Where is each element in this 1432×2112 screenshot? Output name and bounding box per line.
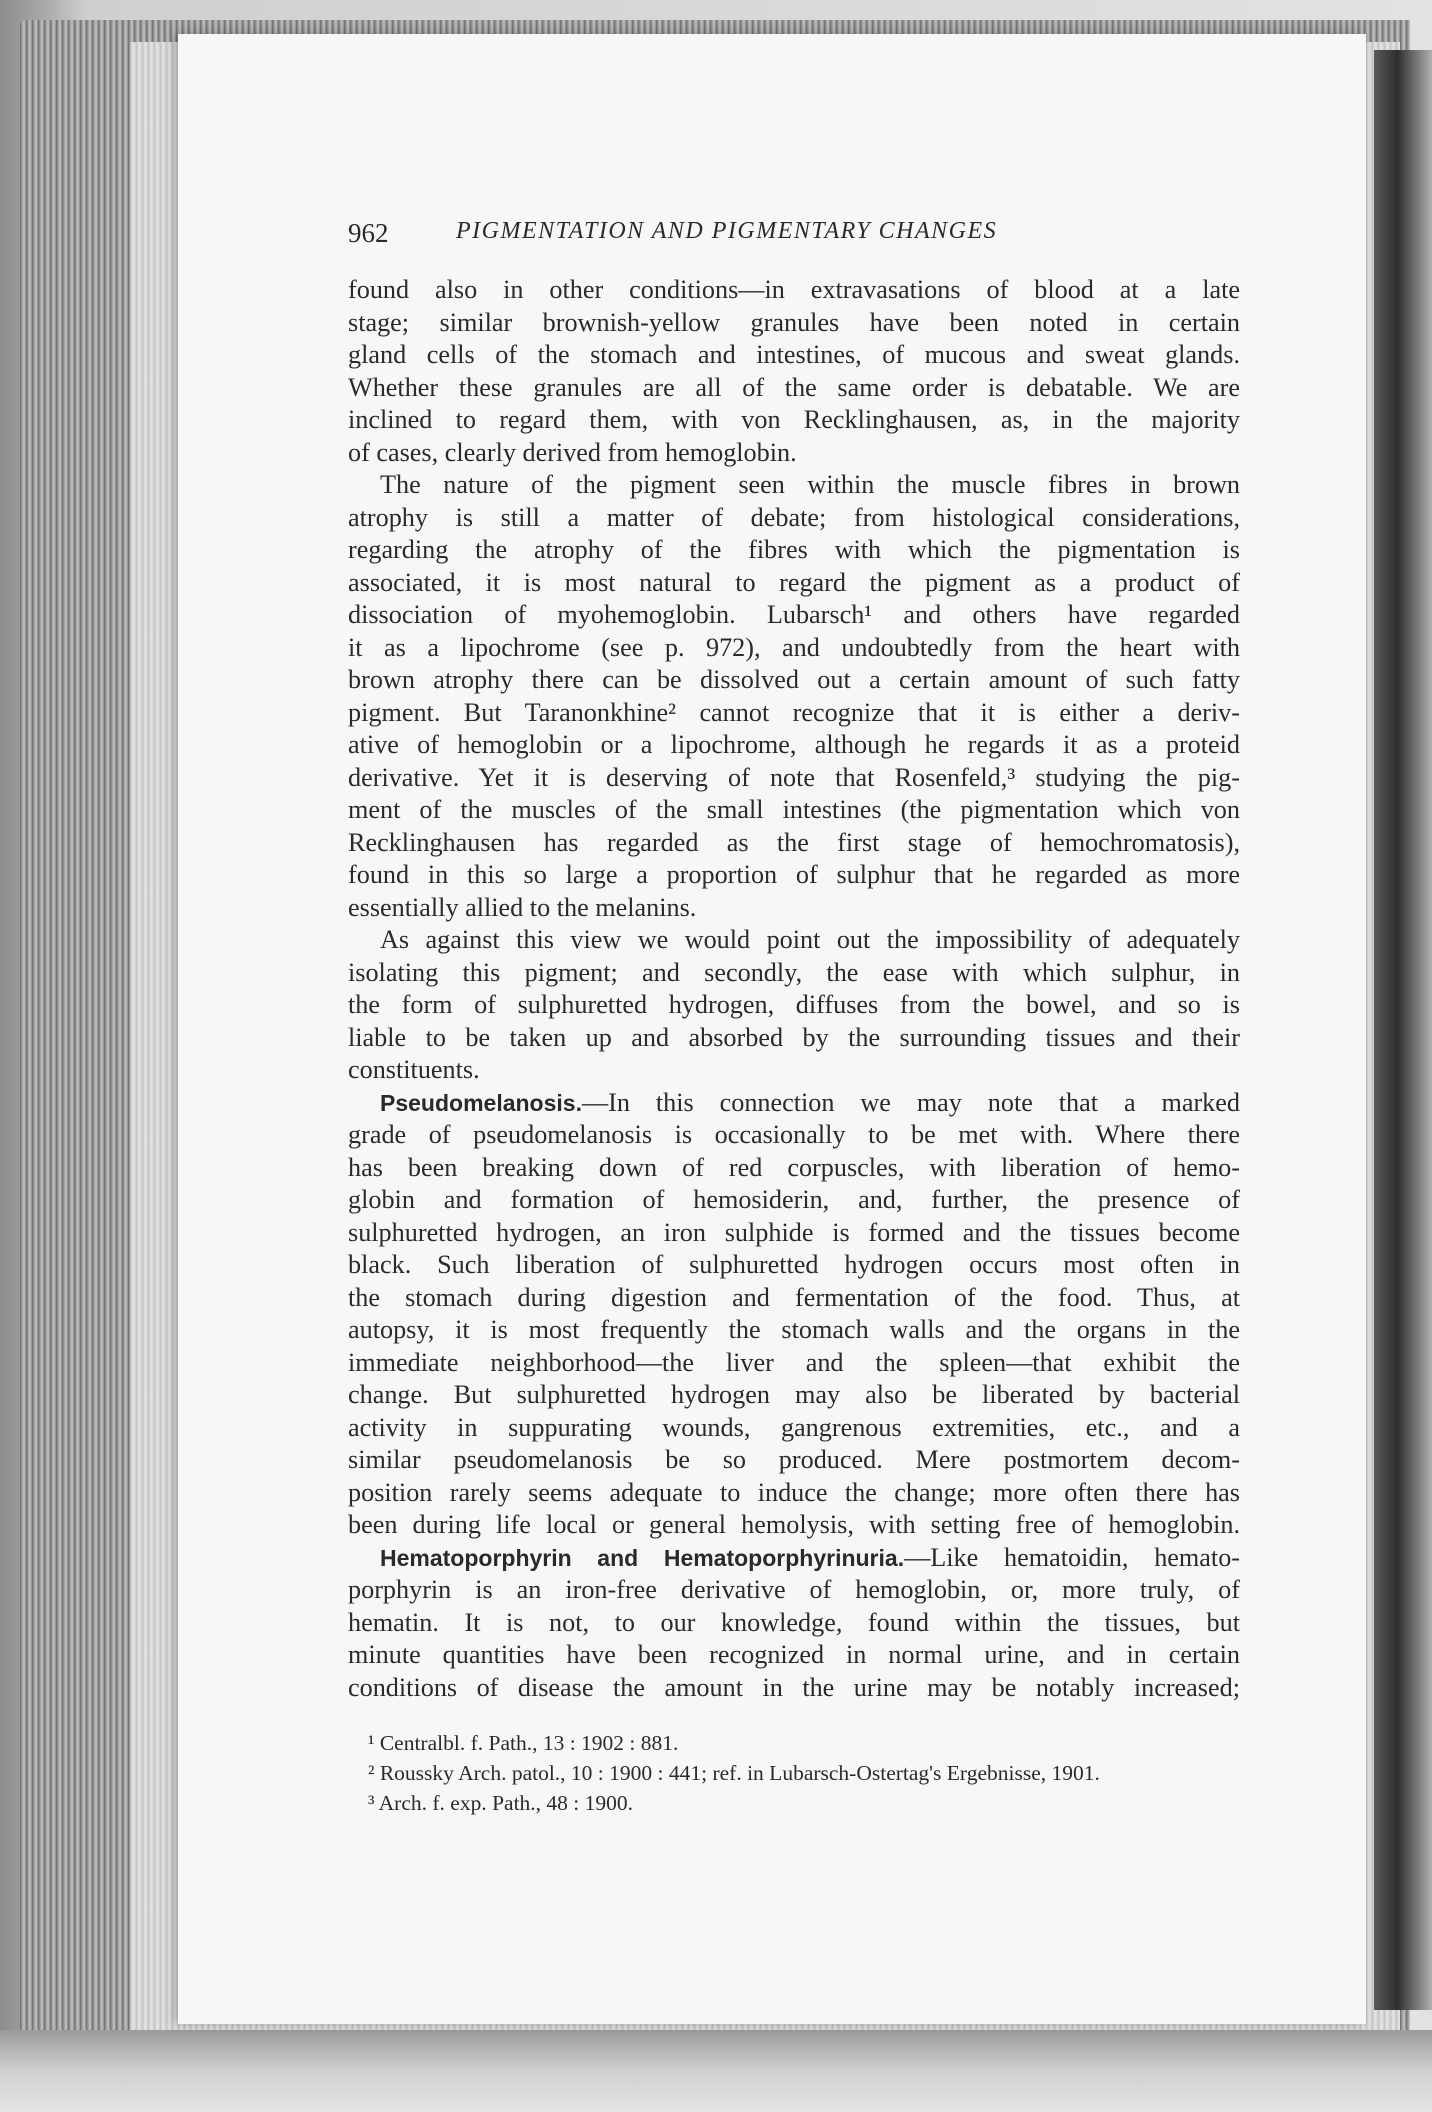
text-line: isolating this pigment; and secondly, the ease with which sulphur, in bbox=[348, 957, 1240, 987]
text-line: autopsy, it is most frequently the stomach walls and the organs in the bbox=[348, 1315, 1240, 1344]
text-line: globin and formation of hemosiderin, and, further, the presence of bbox=[348, 1185, 1240, 1214]
text-line-rest: —Like hematoidin, hemato- bbox=[904, 1542, 1241, 1572]
text-line: immediate neighborhood—the liver and the spleen—that exhibit the bbox=[348, 1347, 1240, 1377]
running-title: PIGMENTATION AND PIGMENTARY CHANGES bbox=[456, 218, 998, 244]
book-bottom-edge bbox=[0, 2030, 1432, 2112]
text-line: of cases, clearly derived from hemoglobin. bbox=[348, 437, 797, 467]
text-line: inclined to regard them, with von Recklinghausen, as, in the majority bbox=[348, 405, 1240, 434]
text-line-rest: —In this connection we may note that a marked bbox=[581, 1087, 1240, 1117]
text-line: been during life local or general hemolysis, with setting free of hemoglobin. bbox=[348, 1510, 1240, 1539]
text-line: brown atrophy there can be dissolved out a certain amount of such fatty bbox=[348, 665, 1240, 694]
text-line: hematin. It is not, to our knowledge, found within the tissues, but bbox=[348, 1607, 1240, 1637]
text-line: atrophy is still a matter of debate; from histological considerations, bbox=[348, 502, 1240, 532]
text-line: constituents. bbox=[348, 1055, 480, 1084]
text-line: essentially allied to the melanins. bbox=[348, 892, 697, 922]
text-line bbox=[348, 1087, 1240, 1120]
text-line: found also in other conditions—in extravasations of blood at a late bbox=[348, 275, 1240, 304]
text-line: derivative. Yet it is deserving of note that Rosenfeld,³ studying the pig- bbox=[348, 762, 1240, 792]
text-line: the stomach during digestion and fermentation of the food. Thus, at bbox=[348, 1282, 1240, 1312]
text-line: black. Such liberation of sulphuretted hydrogen occurs most often in bbox=[348, 1250, 1240, 1279]
page-number: 962 bbox=[348, 218, 389, 248]
text-line: associated, it is most natural to regard the pigment as a product of bbox=[348, 567, 1240, 597]
text-line: similar pseudomelanosis be so produced. Mere postmortem decom- bbox=[348, 1445, 1240, 1474]
text-line: change. But sulphuretted hydrogen may also be liberated by bacterial bbox=[348, 1380, 1240, 1409]
text-line: ment of the muscles of the small intestines (the pigmentation which von bbox=[348, 795, 1240, 824]
text-line: pigment. But Taranonkhine² cannot recognize that it is either a deriv- bbox=[348, 697, 1240, 727]
text-line: ative of hemoglobin or a lipochrome, although he regards it as a proteid bbox=[348, 730, 1240, 759]
text-line: Whether these granules are all of the same order is debatable. We are bbox=[348, 372, 1240, 402]
text-line: gland cells of the stomach and intestines, of mucous and sweat glands. bbox=[348, 340, 1240, 369]
footnote: ¹ Centralbl. f. Path., 13 : 1902 : 881. bbox=[368, 1731, 679, 1755]
text-line: stage; similar brownish-yellow granules have been noted in certain bbox=[348, 307, 1240, 337]
footnote: ³ Arch. f. exp. Path., 48 : 1900. bbox=[368, 1791, 634, 1815]
text-line: grade of pseudomelanosis is occasionally to be met with. Where there bbox=[348, 1120, 1240, 1149]
footnote: ² Roussky Arch. patol., 10 : 1900 : 441; ref. in Lubarsch-Ostertag's Ergebnisse, 1901. bbox=[368, 1761, 1100, 1785]
text-line: position rarely seems adequate to induce the change; more often there has bbox=[348, 1477, 1240, 1507]
text-line: the form of sulphuretted hydrogen, diffuses from the bowel, and so is bbox=[348, 990, 1240, 1019]
footnotes bbox=[368, 1728, 1240, 1818]
section-heading-pseudomelanosis: Pseudomelanosis. bbox=[380, 1089, 582, 1116]
text-line: dissociation of myohemoglobin. Lubarsch¹ and others have regarded bbox=[348, 600, 1240, 629]
text-line: Recklinghausen has regarded as the first stage of hemochromatosis), bbox=[348, 827, 1240, 857]
text-line bbox=[348, 1542, 1240, 1575]
book-right-edge bbox=[1374, 50, 1432, 2010]
text-line: it as a lipochrome (see p. 972), and undoubtedly from the heart with bbox=[348, 632, 1240, 662]
text-line: liable to be taken up and absorbed by the surrounding tissues and their bbox=[348, 1022, 1240, 1052]
text-line: The nature of the pigment seen within the muscle fibres in brown bbox=[380, 470, 1240, 499]
text-line: As against this view we would point out the impossibility of adequately bbox=[380, 925, 1240, 954]
text-line: sulphuretted hydrogen, an iron sulphide is formed and the tissues become bbox=[348, 1217, 1240, 1247]
text-line: porphyrin is an iron-free derivative of hemoglobin, or, more truly, of bbox=[348, 1575, 1240, 1604]
text-line: minute quantities have been recognized in normal urine, and in certain bbox=[348, 1640, 1240, 1669]
body-text bbox=[348, 274, 1240, 1704]
text-line: conditions of disease the amount in the urine may be notably increased; bbox=[348, 1672, 1240, 1702]
section-heading-hematoporphyrin: Hematoporphyrin and Hematoporphyrinuria. bbox=[380, 1544, 905, 1571]
text-line: found in this so large a proportion of sulphur that he regarded as more bbox=[348, 860, 1240, 889]
running-head bbox=[348, 218, 1240, 252]
text-line: activity in suppurating wounds, gangrenous extremities, etc., and a bbox=[348, 1412, 1240, 1442]
text-line: has been breaking down of red corpuscles, with liberation of hemo- bbox=[348, 1152, 1240, 1182]
text-line: regarding the atrophy of the fibres with which the pigmentation is bbox=[348, 535, 1240, 564]
